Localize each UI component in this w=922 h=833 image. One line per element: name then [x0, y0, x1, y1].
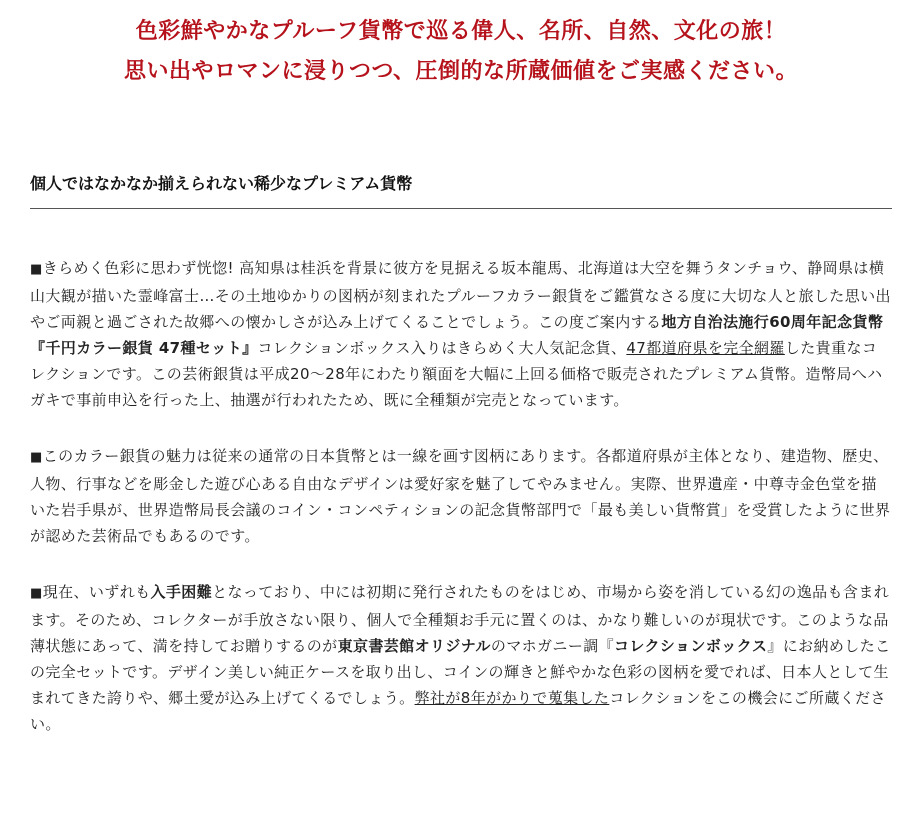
article-body	[30, 255, 892, 737]
bullet-square-icon: ■	[30, 450, 43, 465]
collection-box-emphasis: コレクションボックス	[614, 637, 768, 655]
paragraph-3-text-2: となっており、中には初期に発行されたものをはじめ、市場から姿を消している幻の逸品も含まれます。そのため、コレクターが手放さない限り、個人で全種類お手元に置くのは、かなり難しいのが現状です。このような品薄状態にあって、満を持してお贈りするのが	[30, 583, 890, 655]
paragraph-2	[30, 443, 892, 549]
paragraph-1-text-1: きらめく色彩に思わず恍惚! 高知県は桂浜を背景に彼方を見据える坂本龍馬、北海道は大空を舞うタンチョウ、静岡県は横山大観が描いた霊峰富士…その土地ゆかりの図柄が刻まれたプルーフカラー銀貨をご鑑賞なさる度に大切な人と旅した思い出やご両親と過ごされた故郷への懐かしさが込み上げてくることでしょう。この度ご案内する	[30, 259, 891, 331]
paragraph-3	[30, 579, 892, 737]
paragraph-1	[30, 255, 892, 413]
paragraph-2-text-1: このカラー銀貨の魅力は従来の通常の日本貨幣とは一線を画す図柄にあります。各都道府県が主体となり、建造物、歴史、人物、行事などを彫金した遊び心ある自由なデザインは愛好家を魅了してやみません。実際、世界遺産・中尊寺金色堂を描いた岩手県が、世界造幣局長会議のコイン・コンペティションの記念貨幣部門で「最も美しい貨幣賞」を受賞したように世界が認めた芸術品でもあるのです。	[30, 447, 891, 545]
all-prefectures-underline: 47都道府県を完全網羅	[626, 339, 785, 357]
company-original-emphasis: 東京書芸館オリジナル	[337, 637, 491, 655]
headline-line-1: 色彩鮮やかなプルーフ貨幣で巡る偉人、名所、自然、文化の旅！	[135, 19, 787, 44]
section-title: 個人ではなかなか揃えられない稀少なプレミアム貨幣	[30, 172, 892, 209]
headline	[30, 0, 892, 92]
product-name-emphasis: 地方自治法施行60周年記念貨幣『千円カラー銀貨 47種セット』	[30, 313, 884, 357]
paragraph-1-text-3: した貴重なコレクションです。この芸術銀貨は平成20～28年にわたり額面を大幅に上回る価格で販売されたプレミアム貨幣。造幣局へハガキで事前申込を行った上、抽選が行われたため、既に全種類が完売となっています。	[30, 339, 883, 409]
paragraph-3-text-1: 現在、いずれも	[42, 583, 151, 601]
paragraph-3-text-3: のマホガニー調『	[490, 637, 615, 655]
paragraph-3-text-5: コレクションをこの機会にご所蔵ください。	[30, 689, 886, 733]
paragraph-3-text-4: 』にお納めしたこの完全セットです。デザイン美しい純正ケースを取り出し、コインの輝きと鮮やかな色彩の図柄を愛でれば、日本人として生まれてきた誇りや、郷土愛が込み上げてくるでしょう。	[30, 637, 891, 707]
bullet-square-icon: ■	[30, 262, 43, 277]
paragraph-1-text-2: コレクションボックス入りはきらめく大人気記念貨、	[257, 339, 627, 357]
headline-line-2: 思い出やロマンに浸りつつ、圧倒的な所蔵価値をご実感ください。	[123, 59, 799, 84]
eight-years-underline: 弊社が8年がかりで蒐集した	[414, 689, 610, 707]
hard-to-get-emphasis: 入手困難	[150, 583, 213, 601]
bullet-square-icon: ■	[30, 586, 43, 601]
